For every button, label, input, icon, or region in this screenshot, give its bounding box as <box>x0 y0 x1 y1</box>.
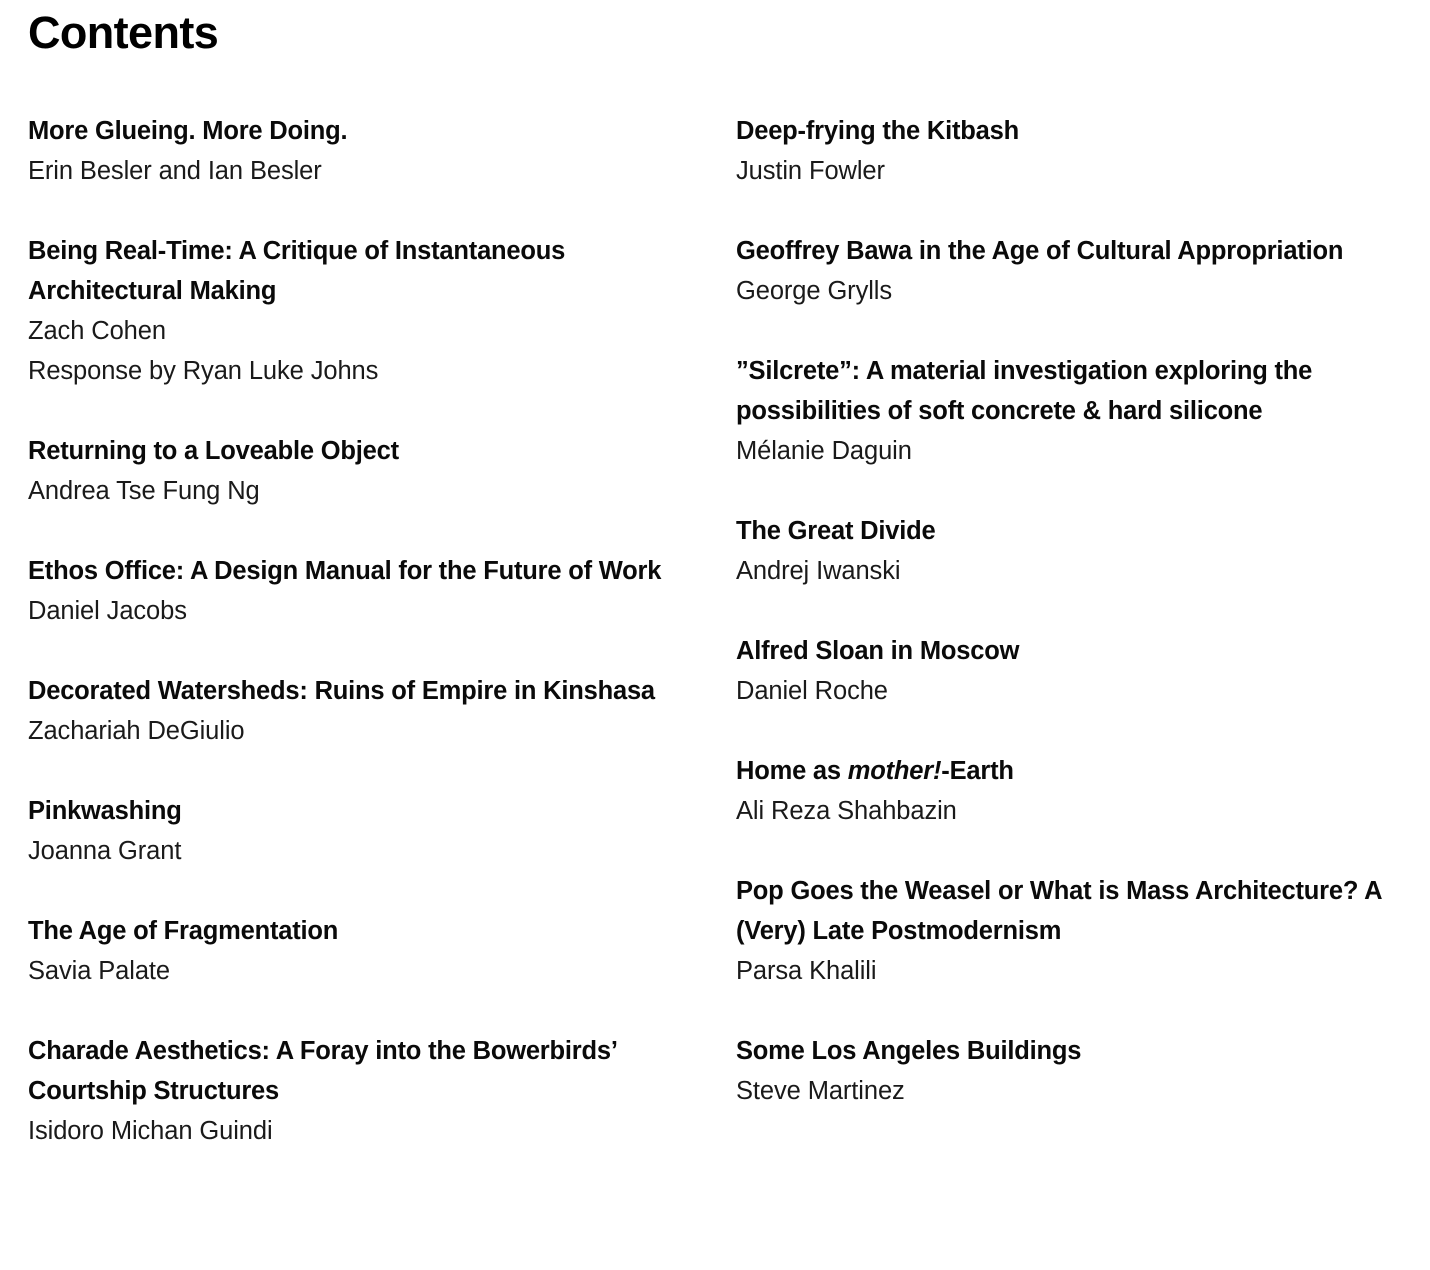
entry-title[interactable]: Decorated Watersheds: Ruins of Empire in Kinshasa <box>28 677 655 705</box>
entry-title[interactable]: Geoffrey Bawa in the Age of Cultural Appropriation <box>736 237 1344 265</box>
contents-entry[interactable] <box>28 111 708 191</box>
entry-author: Daniel Jacobs <box>28 597 187 625</box>
entry-title[interactable]: The Age of Fragmentation <box>28 917 339 945</box>
entry-title[interactable]: Pop Goes the Weasel or What is Mass Architecture? A (Very) Late Postmodernism <box>736 877 1382 945</box>
entry-response-note: Response by Ryan Luke Johns <box>28 357 379 385</box>
entry-author: Zachariah DeGiulio <box>28 717 245 745</box>
entry-author: Andrea Tse Fung Ng <box>28 477 260 505</box>
contents-column-right <box>736 111 1416 1111</box>
contents-entry[interactable] <box>28 911 708 991</box>
contents-entry[interactable] <box>28 551 708 631</box>
contents-entry[interactable] <box>736 631 1416 711</box>
entry-title[interactable]: The Great Divide <box>736 517 936 545</box>
contents-entry[interactable] <box>736 511 1416 591</box>
entry-author: Zach Cohen <box>28 317 166 345</box>
contents-entry[interactable] <box>736 231 1416 311</box>
entry-title[interactable]: ”Silcrete”: A material investigation exploring the possibilities of soft concrete & hard silicone <box>736 357 1313 425</box>
entry-author: Andrej Iwanski <box>736 557 901 585</box>
entry-title[interactable]: Returning to a Loveable Object <box>28 437 399 465</box>
entry-author: Daniel Roche <box>736 677 888 705</box>
contents-entry[interactable] <box>736 751 1416 831</box>
entry-author: Savia Palate <box>28 957 170 985</box>
entry-author: Justin Fowler <box>736 157 885 185</box>
entry-author: Erin Besler and Ian Besler <box>28 157 322 185</box>
entry-author: Joanna Grant <box>28 837 182 865</box>
contents-entry[interactable] <box>736 1031 1416 1111</box>
entry-title[interactable]: Some Los Angeles Buildings <box>736 1037 1082 1065</box>
entry-title[interactable]: Charade Aesthetics: A Foray into the Bowerbirds’ Courtship Structures <box>28 1037 617 1105</box>
entry-author: Mélanie Daguin <box>736 437 912 465</box>
contents-entry[interactable] <box>736 111 1416 191</box>
entry-author: Parsa Khalili <box>736 957 877 985</box>
contents-entry[interactable] <box>28 1031 708 1151</box>
entry-title[interactable]: Deep-frying the Kitbash <box>736 117 1020 145</box>
contents-entry[interactable] <box>736 351 1416 471</box>
entry-author: Isidoro Michan Guindi <box>28 1117 273 1145</box>
entry-author: Ali Reza Shahbazin <box>736 797 957 825</box>
entry-title[interactable]: Being Real-Time: A Critique of Instantaneous Architectural Making <box>28 237 566 305</box>
entry-title[interactable]: Ethos Office: A Design Manual for the Future of Work <box>28 557 662 585</box>
entry-title[interactable]: Pinkwashing <box>28 797 182 825</box>
contents-entry[interactable] <box>736 871 1416 991</box>
page-title: Contents <box>28 7 219 58</box>
contents-columns <box>28 111 1402 1151</box>
contents-entry[interactable] <box>28 231 708 391</box>
contents-entry[interactable] <box>28 671 708 751</box>
contents-entry[interactable] <box>28 791 708 871</box>
entry-title[interactable]: Home as mother!-Earth <box>736 757 1014 785</box>
contents-entry[interactable] <box>28 431 708 511</box>
contents-column-left <box>28 111 708 1151</box>
entry-author: George Grylls <box>736 277 892 305</box>
entry-title[interactable]: Alfred Sloan in Moscow <box>736 637 1020 665</box>
entry-title[interactable]: More Glueing. More Doing. <box>28 117 348 145</box>
entry-author: Steve Martinez <box>736 1077 905 1105</box>
